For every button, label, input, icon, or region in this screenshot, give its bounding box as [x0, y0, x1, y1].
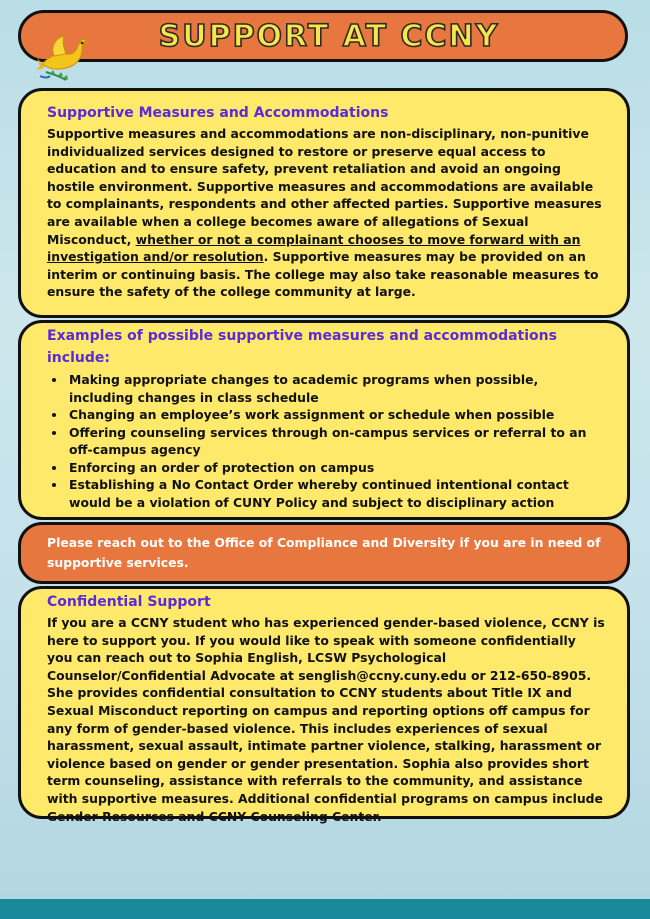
supportive-measures-text-part1: Supportive measures and accommodations are non-disciplinary, non-punitive individualized services designed to restore or preserve equal access to education and to ensure safety, prevent retaliation and avoid an ongoing hostile environment. Supportive measures and accommodations are available to complainants, respondents and other affected parties. Supportive measures are available when a college becomes aware of allegations of Sexual Misconduct,	[47, 126, 602, 247]
supportive-measures-text-part2: . Supportive measures may be provided on an interim or continuing basis. The college may also take reasonable measures to ensure the safety of the college community at large.	[47, 249, 599, 300]
supportive-measures-panel	[18, 88, 630, 318]
contact-notice-panel	[18, 522, 630, 584]
footer-bar	[0, 899, 650, 919]
investigation-choice-underlined: whether or not a complainant chooses to move forward with an investigation and/or resolution	[47, 231, 581, 265]
title-banner	[18, 10, 628, 62]
list-item: • Offering counseling services through on-campus services or referral to an off-campus agency	[67, 424, 605, 459]
examples-list	[47, 371, 605, 511]
list-item: • Establishing a No Contact Order whereby continued intentional contact would be a violation of CUNY Policy and subject to disciplinary action	[67, 476, 605, 511]
confidential-support-text: If you are a CCNY student who has experienced gender-based violence, CCNY is here to support you. If you would like to speak with someone confidentially you can reach out to Sophia English, LCSW Psychological Counselor/Confidential Advocate at senglish@ccny.cuny.edu or 212-650-8905. She provides confidential consultation to CCNY students about Title IX and Sexual Misconduct reporting on campus and reporting options off campus for any form of gender-based violence. This includes experiences of sexual harassment, sexual assault, intimate partner violence, stalking, harassment or violence based on gender or gender presentation. Sophia also provides short term counseling, assistance with referrals to the community, and assistance with supportive measures. Additional confidential programs on campus include Gender Resources and CCNY Counseling Center.	[47, 615, 605, 824]
supportive-measures-heading: Supportive Measures and Accommodations	[47, 105, 389, 121]
list-item: • Changing an employee’s work assignment or schedule when possible	[67, 406, 605, 424]
page-title: SUPPORT AT CCNY	[158, 18, 500, 54]
examples-heading: Examples of possible supportive measures and accommodations include:	[47, 328, 557, 366]
confidential-support-panel	[18, 586, 630, 824]
examples-panel	[18, 320, 630, 520]
dove-icon	[36, 34, 90, 84]
supportive-measures-text	[47, 125, 605, 301]
list-item: • Enforcing an order of protection on campus	[67, 459, 605, 477]
list-item: • Making appropriate changes to academic programs when possible, including changes in class schedule	[67, 371, 605, 406]
contact-notice-text: Please reach out to the Office of Compliance and Diversity if you are in need of supportive services.	[47, 535, 601, 570]
confidential-support-heading: Confidential Support	[47, 594, 211, 610]
